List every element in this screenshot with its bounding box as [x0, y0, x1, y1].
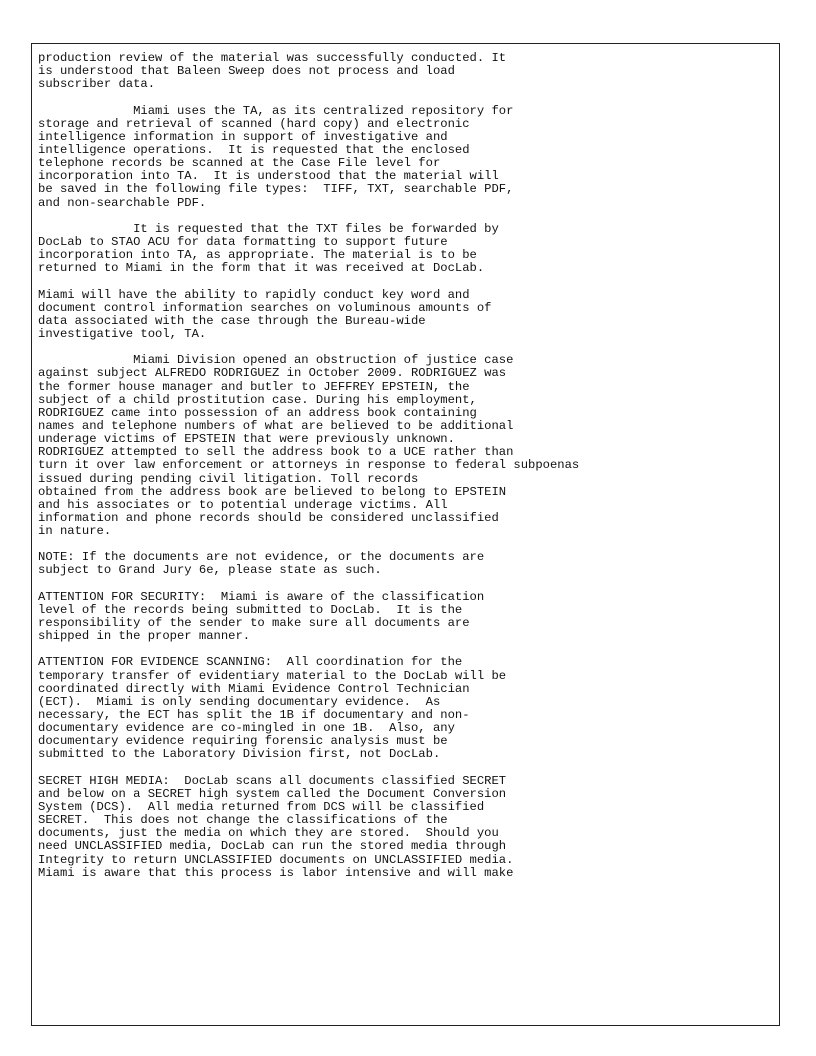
text-line: DocLab to STAO ACU for data formatting to support future: [38, 234, 448, 249]
text-line: be saved in the following file types: TIFF, TXT, searchable PDF,: [38, 182, 514, 197]
text-line: shipped in the proper manner.: [38, 629, 251, 644]
text-line: Miami uses the TA, as its centralized repository for: [38, 103, 514, 118]
text-line: ATTENTION FOR SECURITY: Miami is aware of the classification: [38, 589, 485, 604]
text-line: names and telephone numbers of what are believed to be additional: [38, 418, 514, 433]
text-line: obtained from the address book are believed to belong to EPSTEIN: [38, 484, 507, 499]
paragraph: [38, 551, 778, 577]
text-line: intelligence operations. It is requested that the enclosed: [38, 142, 470, 157]
text-line: documentary evidence requiring forensic analysis must be: [38, 734, 448, 749]
text-line: intelligence information in support of investigative and: [38, 129, 448, 144]
text-line: subscriber data.: [38, 77, 156, 92]
text-line: temporary transfer of evidentiary material to the DocLab will be: [38, 668, 507, 683]
text-line: against subject ALFREDO RODRIGUEZ in October 2009. RODRIGUEZ was: [38, 366, 507, 381]
text-line: the former house manager and butler to JEFFREY EPSTEIN, the: [38, 379, 470, 394]
text-line: documentary evidence are co-mingled in one 1B. Also, any: [38, 721, 455, 736]
text-line: telephone records be scanned at the Case File level for: [38, 156, 441, 171]
paragraph: [38, 223, 778, 276]
text-line: subject of a child prostitution case. During his employment,: [38, 392, 477, 407]
text-line: turn it over law enforcement or attorneys in response to federal subpoenas: [38, 458, 580, 473]
text-line: RODRIGUEZ attempted to sell the address book to a UCE rather than: [38, 445, 514, 460]
text-line: and below on a SECRET high system called the Document Conversion: [38, 786, 507, 801]
text-line: returned to Miami in the form that it was received at DocLab.: [38, 261, 485, 276]
text-line: Miami will have the ability to rapidly conduct key word and: [38, 287, 470, 302]
text-line: System (DCS). All media returned from DCS will be classified: [38, 800, 485, 815]
text-line: SECRET. This does not change the classifications of the: [38, 813, 448, 828]
text-line: need UNCLASSIFIED media, DocLab can run the stored media through: [38, 839, 507, 854]
text-line: document control information searches on voluminous amounts of: [38, 300, 492, 315]
text-line: subject to Grand Jury 6e, please state as such.: [38, 563, 382, 578]
text-line: data associated with the case through the Bureau-wide: [38, 313, 426, 328]
text-line: necessary, the ECT has split the 1B if documentary and non-: [38, 708, 470, 723]
paragraph: [38, 52, 778, 91]
text-line: production review of the material was successfully conducted. It: [38, 51, 507, 65]
text-line: NOTE: If the documents are not evidence, or the documents are: [38, 550, 485, 565]
text-line: ATTENTION FOR EVIDENCE SCANNING: All coordination for the: [38, 655, 463, 670]
text-line: in nature.: [38, 524, 112, 539]
text-line: underage victims of EPSTEIN that were previously unknown.: [38, 432, 455, 447]
text-line: It is requested that the TXT files be forwarded by: [38, 221, 499, 236]
text-line: responsibility of the sender to make sure all documents are: [38, 616, 470, 631]
text-line: incorporation into TA. It is understood that the material will: [38, 169, 499, 184]
paragraph: [38, 591, 778, 644]
text-line: storage and retrieval of scanned (hard copy) and electronic: [38, 116, 470, 131]
text-line: submitted to the Laboratory Division first, not DocLab.: [38, 747, 441, 762]
text-line: information and phone records should be considered unclassified: [38, 510, 499, 525]
text-line: (ECT). Miami is only sending documentary evidence. As: [38, 694, 441, 709]
text-line: Integrity to return UNCLASSIFIED documents on UNCLASSIFIED media.: [38, 852, 514, 867]
text-line: level of the records being submitted to DocLab. It is the: [38, 602, 463, 617]
text-line: coordinated directly with Miami Evidence Control Technician: [38, 681, 470, 696]
text-line: is understood that Baleen Sweep does not process and load: [38, 64, 455, 79]
text-line: incorporation into TA, as appropriate. The material is to be: [38, 248, 477, 263]
paragraph: [38, 354, 778, 538]
paragraph: [38, 656, 778, 761]
document-body: [38, 52, 778, 893]
text-line: Miami Division opened an obstruction of justice case: [38, 353, 514, 368]
paragraph: [38, 289, 778, 342]
text-line: and non-searchable PDF.: [38, 195, 207, 210]
text-line: Miami is aware that this process is labor intensive and will make: [38, 865, 514, 880]
text-line: investigative tool, TA.: [38, 326, 207, 341]
text-line: documents, just the media on which they are stored. Should you: [38, 826, 499, 841]
text-line: SECRET HIGH MEDIA: DocLab scans all documents classified SECRET: [38, 773, 507, 788]
paragraph: [38, 775, 778, 880]
paragraph: [38, 105, 778, 210]
text-line: issued during pending civil litigation. Toll records: [38, 471, 419, 486]
text-line: and his associates or to potential underage victims. All: [38, 497, 448, 512]
text-line: RODRIGUEZ came into possession of an address book containing: [38, 405, 477, 420]
